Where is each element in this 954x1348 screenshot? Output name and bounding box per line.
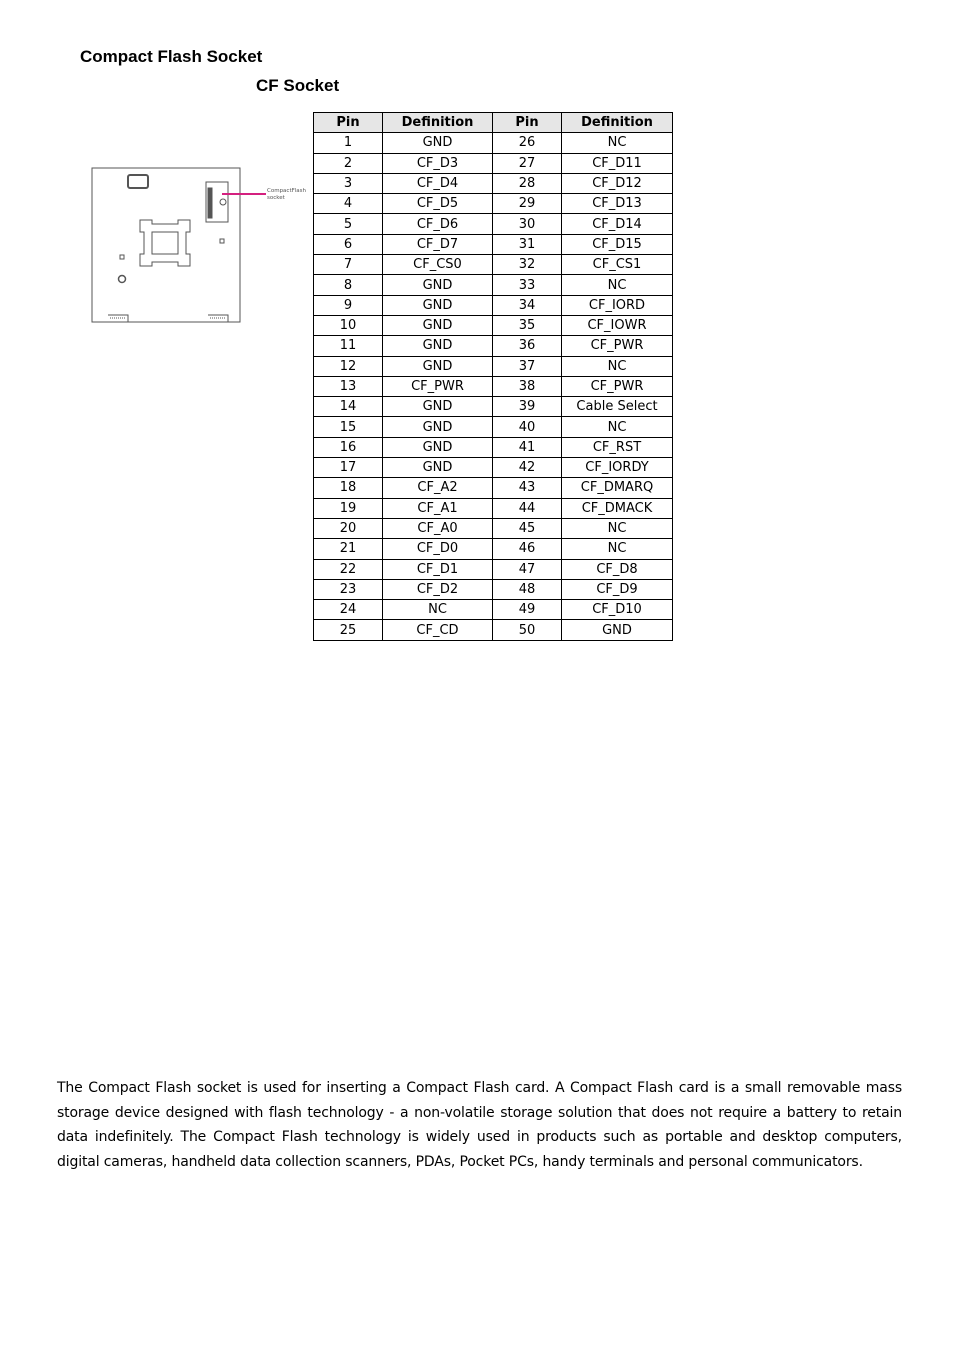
pin-number: 41 xyxy=(493,437,562,457)
pin-definition: CF_PWR xyxy=(562,336,673,356)
pin-number: 17 xyxy=(314,458,383,478)
pin-number: 20 xyxy=(314,518,383,538)
cf-socket-hole xyxy=(220,199,226,205)
table-row xyxy=(314,600,673,620)
pin-number: 31 xyxy=(493,234,562,254)
table-row xyxy=(314,133,673,153)
pin-definition: CF_D12 xyxy=(562,173,673,193)
pin-number: 12 xyxy=(314,356,383,376)
table-row xyxy=(314,498,673,518)
pin-number: 38 xyxy=(493,376,562,396)
header-definition: Definition xyxy=(383,113,493,133)
cpu-socket-center xyxy=(152,232,178,254)
pin-definition: CF_A0 xyxy=(383,518,493,538)
table-row xyxy=(314,153,673,173)
pin-definition: CF_IORDY xyxy=(562,458,673,478)
board-connector xyxy=(128,175,148,188)
pin-definition: CF_D1 xyxy=(383,559,493,579)
table-row xyxy=(314,559,673,579)
pin-definition: GND xyxy=(383,417,493,437)
header-pin: Pin xyxy=(314,113,383,133)
pin-number: 43 xyxy=(493,478,562,498)
cf-socket-slot xyxy=(208,188,212,218)
pin-definition: CF_D5 xyxy=(383,194,493,214)
pin-number: 34 xyxy=(493,295,562,315)
pin-number: 50 xyxy=(493,620,562,640)
pin-table-body xyxy=(314,133,673,640)
pin-number: 14 xyxy=(314,397,383,417)
pin-number: 39 xyxy=(493,397,562,417)
description-paragraph: The Compact Flash socket is used for inserting a Compact Flash card. A Compact Flash card is a small removable mass storage device designed with flash technology - a non-volatile storage solution that does not require a battery to retain data indefinitely. The Compact Flash technology is widely used in products such as portable and desktop computers, digital cameras, handheld data collection scanners, PDAs, Pocket PCs, handy terminals and personal communicators. xyxy=(57,1080,902,1170)
pin-definition: GND xyxy=(383,336,493,356)
pin-number: 49 xyxy=(493,600,562,620)
pin-definition: CF_A1 xyxy=(383,498,493,518)
table-row xyxy=(314,458,673,478)
pin-definition: CF_D10 xyxy=(562,600,673,620)
table-row xyxy=(314,234,673,254)
pin-definition: CF_D15 xyxy=(562,234,673,254)
pin-number: 5 xyxy=(314,214,383,234)
table-row xyxy=(314,417,673,437)
pin-definition: CF_DMACK xyxy=(562,498,673,518)
pin-definition: GND xyxy=(383,437,493,457)
pin-number: 16 xyxy=(314,437,383,457)
pin-number: 3 xyxy=(314,173,383,193)
pin-definition: GND xyxy=(383,275,493,295)
pin-number: 6 xyxy=(314,234,383,254)
pin-definition: CF_D6 xyxy=(383,214,493,234)
table-row xyxy=(314,397,673,417)
table-row xyxy=(314,214,673,234)
pin-number: 44 xyxy=(493,498,562,518)
pin-number: 22 xyxy=(314,559,383,579)
table-row xyxy=(314,356,673,376)
table-row xyxy=(314,315,673,335)
pin-number: 15 xyxy=(314,417,383,437)
pin-definition: GND xyxy=(383,397,493,417)
table-row xyxy=(314,437,673,457)
pin-definition: CF_D2 xyxy=(383,579,493,599)
pin-number: 19 xyxy=(314,498,383,518)
table-row xyxy=(314,173,673,193)
pin-definition: GND xyxy=(562,620,673,640)
pin-definition: NC xyxy=(562,275,673,295)
pin-number: 46 xyxy=(493,539,562,559)
pin-definition: NC xyxy=(562,356,673,376)
pin-definition: NC xyxy=(562,518,673,538)
pin-definition: CF_D13 xyxy=(562,194,673,214)
pin-definition: NC xyxy=(562,539,673,559)
pin-definition: CF_IOWR xyxy=(562,315,673,335)
table-row xyxy=(314,620,673,640)
pin-definition: CF_PWR xyxy=(383,376,493,396)
mount-hole-right xyxy=(220,239,224,243)
pin-number: 4 xyxy=(314,194,383,214)
table-row xyxy=(314,336,673,356)
pin-definition: GND xyxy=(383,458,493,478)
pin-definition: NC xyxy=(562,133,673,153)
pin-number: 25 xyxy=(314,620,383,640)
section-title: Compact Flash Socket xyxy=(80,47,263,66)
header-definition-2: Definition xyxy=(562,113,673,133)
sub-title: CF Socket xyxy=(256,76,340,95)
pin-number: 10 xyxy=(314,315,383,335)
pin-number: 9 xyxy=(314,295,383,315)
pin-definition: CF_D3 xyxy=(383,153,493,173)
table-row xyxy=(314,478,673,498)
pin-number: 7 xyxy=(314,255,383,275)
table-row xyxy=(314,579,673,599)
pin-definition: NC xyxy=(383,600,493,620)
pin-definition: GND xyxy=(383,133,493,153)
pin-number: 1 xyxy=(314,133,383,153)
pin-definition: CF_D7 xyxy=(383,234,493,254)
pin-table xyxy=(313,112,673,641)
pin-number: 18 xyxy=(314,478,383,498)
pin-number: 26 xyxy=(493,133,562,153)
pin-number: 24 xyxy=(314,600,383,620)
pin-number: 2 xyxy=(314,153,383,173)
pin-number: 30 xyxy=(493,214,562,234)
pin-definition: CF_IORD xyxy=(562,295,673,315)
pin-number: 33 xyxy=(493,275,562,295)
pin-number: 13 xyxy=(314,376,383,396)
pin-definition: CF_D9 xyxy=(562,579,673,599)
pin-number: 47 xyxy=(493,559,562,579)
table-row xyxy=(314,376,673,396)
pin-definition: CF_D14 xyxy=(562,214,673,234)
table-row xyxy=(314,194,673,214)
pin-definition: GND xyxy=(383,295,493,315)
pin-number: 35 xyxy=(493,315,562,335)
pin-number: 23 xyxy=(314,579,383,599)
board-outline xyxy=(92,168,240,322)
pin-definition: CF_CS1 xyxy=(562,255,673,275)
pin-definition: CF_D4 xyxy=(383,173,493,193)
table-row xyxy=(314,518,673,538)
pin-number: 37 xyxy=(493,356,562,376)
table-row xyxy=(314,255,673,275)
mount-hole-left-small xyxy=(120,255,124,259)
pin-definition: CF_D8 xyxy=(562,559,673,579)
pin-definition: GND xyxy=(383,315,493,335)
board-diagram xyxy=(90,166,312,326)
pin-number: 42 xyxy=(493,458,562,478)
pin-number: 36 xyxy=(493,336,562,356)
pin-number: 27 xyxy=(493,153,562,173)
pin-number: 48 xyxy=(493,579,562,599)
table-row xyxy=(314,295,673,315)
callout-label: CompactFlash xyxy=(267,188,307,194)
pin-number: 45 xyxy=(493,518,562,538)
table-row xyxy=(314,539,673,559)
pin-definition: NC xyxy=(562,417,673,437)
mount-hole-left xyxy=(119,276,126,283)
pin-definition: CF_CD xyxy=(383,620,493,640)
pin-number: 40 xyxy=(493,417,562,437)
pin-number: 32 xyxy=(493,255,562,275)
pin-number: 29 xyxy=(493,194,562,214)
pin-definition: Cable Select xyxy=(562,397,673,417)
header-pin-2: Pin xyxy=(493,113,562,133)
callout-label-2: socket xyxy=(267,195,285,201)
pin-definition: CF_D0 xyxy=(383,539,493,559)
cpu-socket-outline xyxy=(140,220,190,266)
pin-definition: CF_A2 xyxy=(383,478,493,498)
table-header-row xyxy=(314,113,673,133)
table-row xyxy=(314,275,673,295)
pin-definition: CF_CS0 xyxy=(383,255,493,275)
pin-definition: CF_RST xyxy=(562,437,673,457)
pin-definition: CF_D11 xyxy=(562,153,673,173)
pin-number: 28 xyxy=(493,173,562,193)
pin-number: 8 xyxy=(314,275,383,295)
pin-number: 21 xyxy=(314,539,383,559)
pin-definition: CF_PWR xyxy=(562,376,673,396)
pin-definition: CF_DMARQ xyxy=(562,478,673,498)
pin-number: 11 xyxy=(314,336,383,356)
pin-definition: GND xyxy=(383,356,493,376)
